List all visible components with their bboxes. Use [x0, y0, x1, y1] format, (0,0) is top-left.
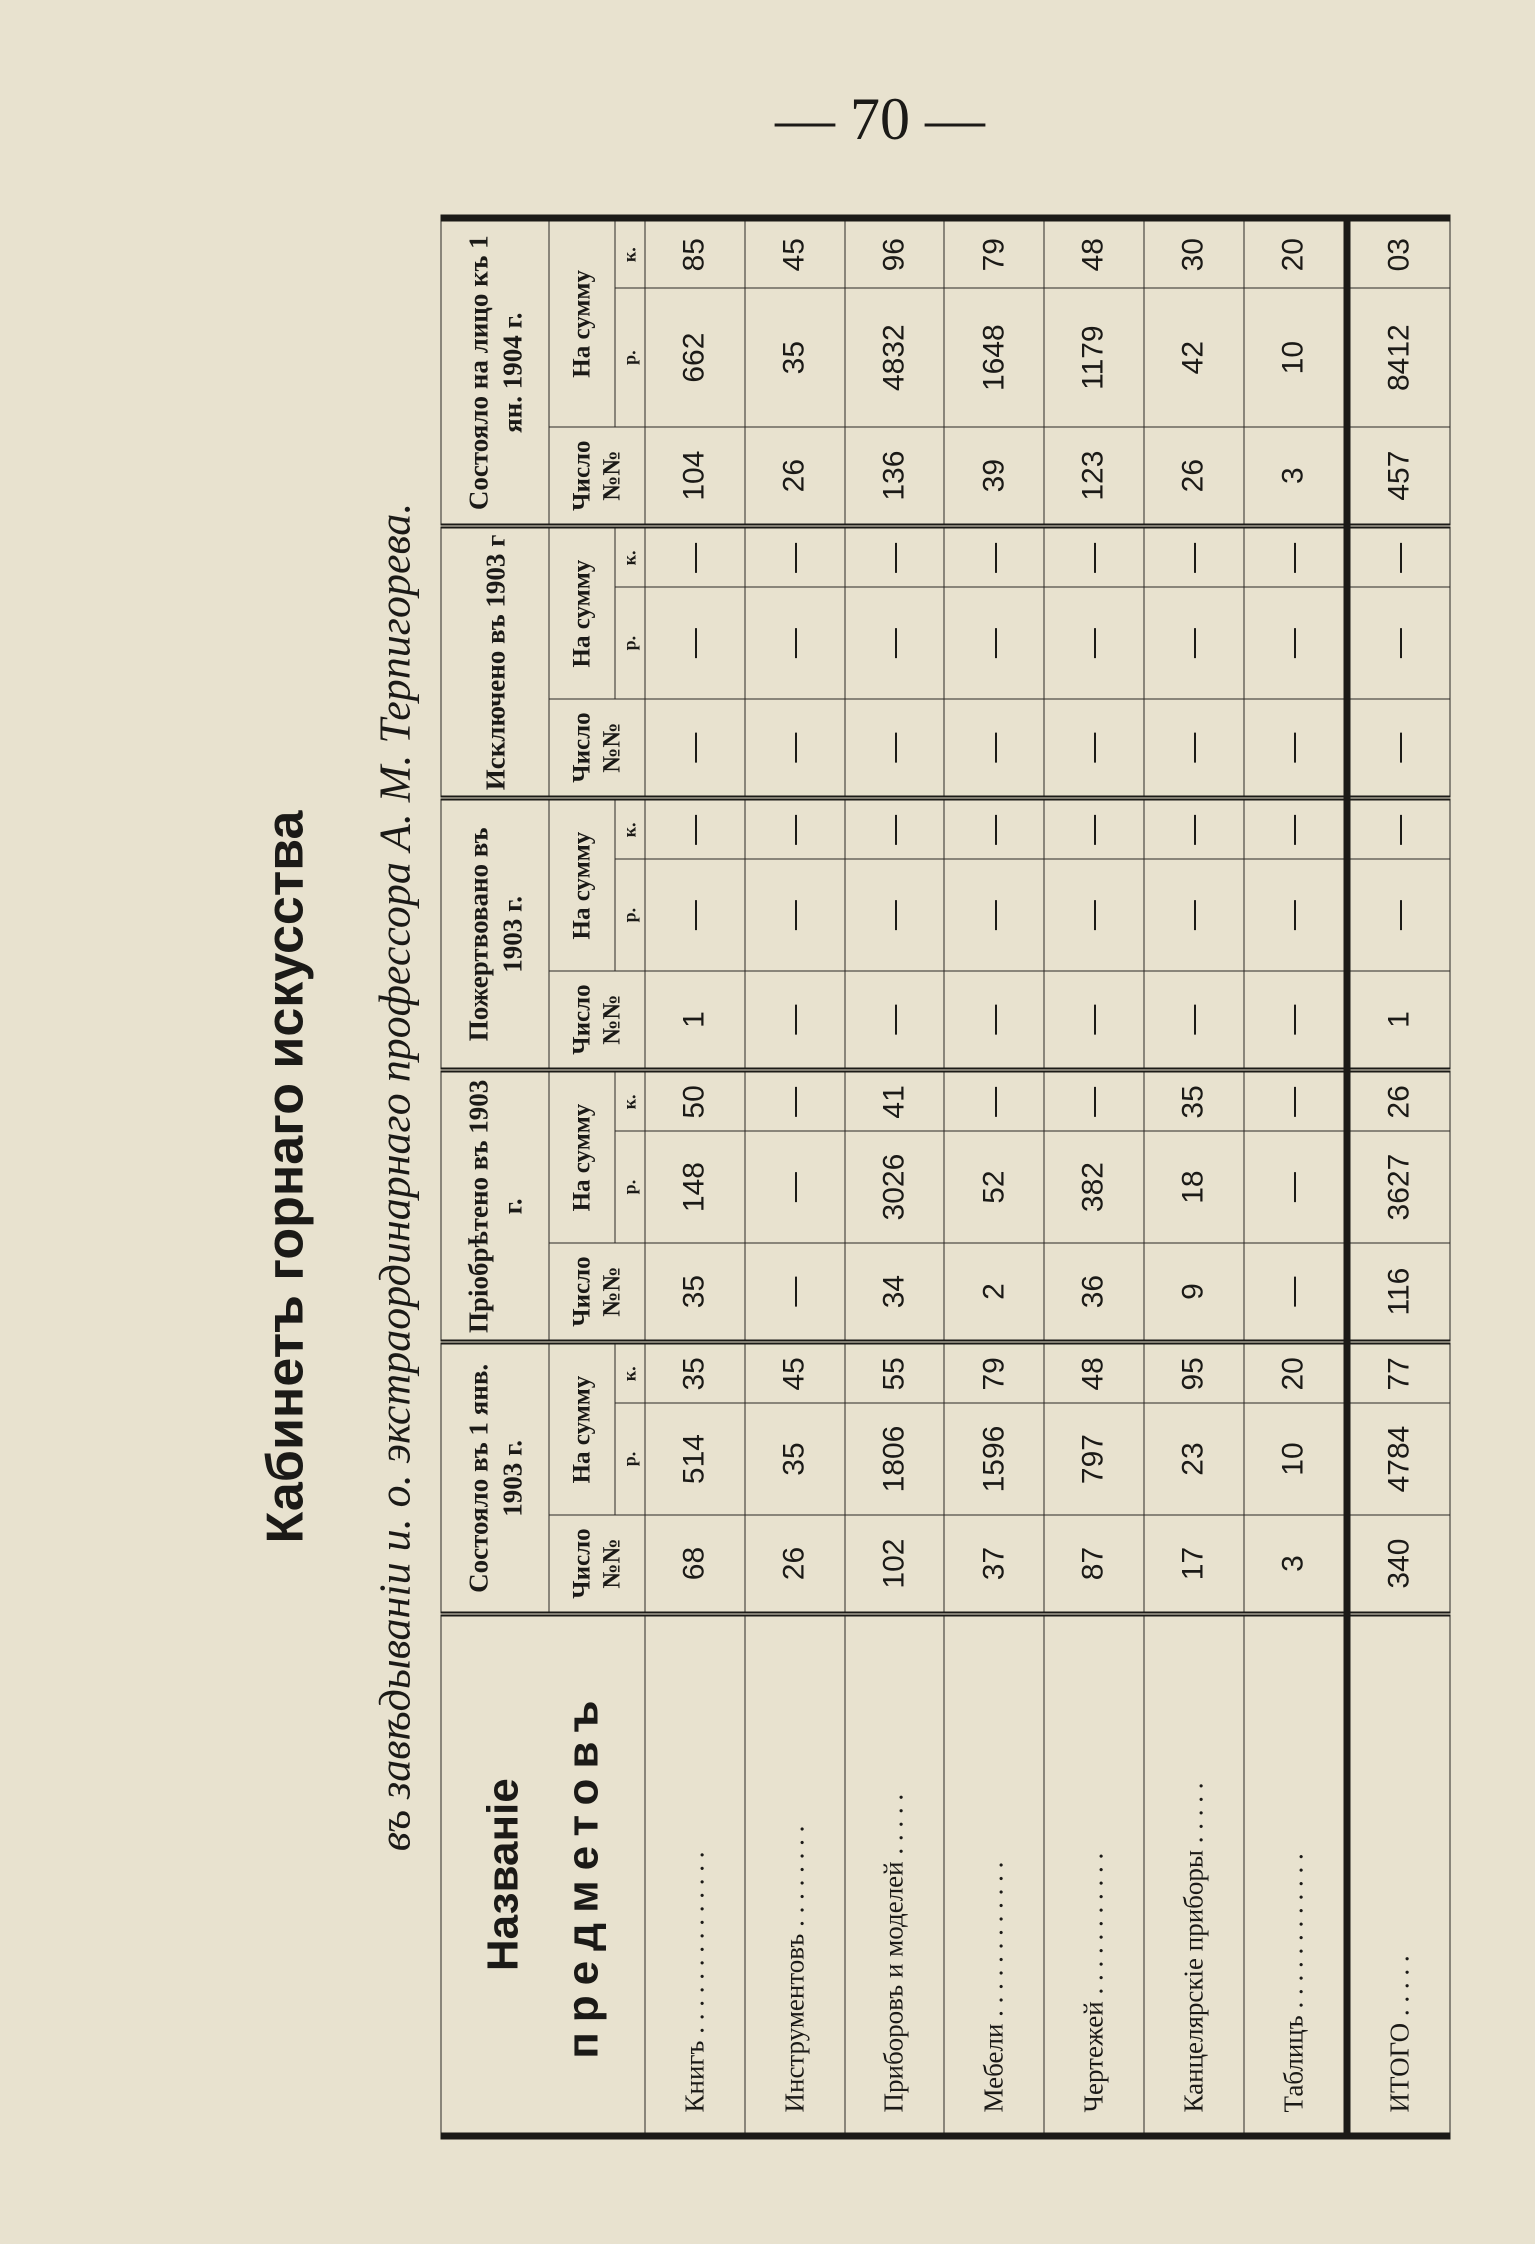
table-cell: 797	[1044, 1403, 1144, 1514]
table-cell: —	[745, 1070, 845, 1131]
table-cell: —	[1347, 798, 1450, 859]
row-name: Таблицъ . . . . . . . . . . . .	[1244, 1614, 1347, 2136]
table-cell: 50	[645, 1070, 745, 1131]
table-cell: —	[1244, 1131, 1347, 1242]
sum-header: На сумму	[549, 218, 615, 427]
table-cell: 68	[645, 1515, 745, 1615]
table-cell: —	[745, 587, 845, 698]
table-cell: 148	[645, 1131, 745, 1242]
table-cell: —	[944, 971, 1044, 1071]
rotated-content	[231, 215, 1451, 2140]
kop-header: к.	[615, 218, 645, 288]
table-cell: —	[1244, 587, 1347, 698]
table-row	[645, 218, 745, 2136]
table-cell: —	[1044, 587, 1144, 698]
name-header	[441, 1614, 645, 2136]
table-cell: —	[645, 587, 745, 698]
table-cell: —	[845, 699, 945, 799]
table-cell: 102	[845, 1515, 945, 1615]
table-cell: 3	[1244, 1515, 1347, 1615]
rub-header: р.	[615, 1131, 645, 1242]
table-cell: 10	[1244, 288, 1347, 426]
table-cell: 9	[1144, 1243, 1244, 1343]
table-cell: 35	[745, 288, 845, 426]
table-cell: 123	[1044, 427, 1144, 527]
table-cell: —	[1347, 587, 1450, 698]
table-cell: 20	[1244, 1342, 1347, 1403]
table-cell: 17	[1144, 1515, 1244, 1615]
table-cell: 26	[1347, 1070, 1450, 1131]
table-cell: —	[1144, 971, 1244, 1071]
table-cell: —	[1144, 699, 1244, 799]
row-name: ИТОГО . . . . .	[1347, 1614, 1450, 2136]
name-header-line1: Названіе	[478, 1778, 527, 1972]
table-cell: 4832	[845, 288, 945, 426]
table-cell: 79	[944, 1342, 1044, 1403]
table-cell: —	[1144, 587, 1244, 698]
count-header: Число №№	[549, 699, 645, 799]
table-cell: 1	[645, 971, 745, 1071]
table-cell: 382	[1044, 1131, 1144, 1242]
sum-header: На сумму	[549, 1342, 615, 1514]
table-cell: —	[745, 1243, 845, 1343]
group-header-excluded-1903: Исключено въ 1903 г	[441, 526, 549, 798]
table-cell: 1648	[944, 288, 1044, 426]
table-cell: 1	[1347, 971, 1450, 1071]
table-cell: 1596	[944, 1403, 1044, 1514]
rub-header: р.	[615, 1403, 645, 1514]
table-cell: 35	[1144, 1070, 1244, 1131]
group-header-start-1903: Состояло въ 1 янв. 1903 г.	[441, 1342, 549, 1614]
table-cell: —	[845, 971, 945, 1071]
rub-header: р.	[615, 859, 645, 970]
table-cell: 26	[745, 1515, 845, 1615]
table-cell: 20	[1244, 218, 1347, 288]
page-title: Кабинетъ горнаго искусства	[256, 810, 315, 1544]
table-cell: 1806	[845, 1403, 945, 1514]
table-cell: —	[1244, 699, 1347, 799]
table-row	[1244, 218, 1347, 2136]
table-cell: 35	[645, 1243, 745, 1343]
table-cell: 96	[845, 218, 945, 288]
table-cell: 136	[845, 427, 945, 527]
table-cell: 42	[1144, 288, 1244, 426]
table-cell: —	[645, 526, 745, 587]
table-cell: —	[845, 798, 945, 859]
table-cell: —	[745, 1131, 845, 1242]
table-row	[1044, 218, 1144, 2136]
table-cell: —	[745, 526, 845, 587]
row-name: Книгъ . . . . . . . . . . . . . .	[645, 1614, 745, 2136]
rub-header: р.	[615, 288, 645, 426]
table-cell: —	[944, 526, 1044, 587]
total-row	[1347, 218, 1450, 2136]
group-header-end-1904: Состояло на лицо къ 1 ян. 1904 г.	[441, 218, 549, 526]
table-cell: 48	[1044, 1342, 1144, 1403]
table-cell: 48	[1044, 218, 1144, 288]
page-number: — 70 —	[775, 86, 985, 152]
table-cell: 23	[1144, 1403, 1244, 1514]
table-cell: 52	[944, 1131, 1044, 1242]
table-cell: 03	[1347, 218, 1450, 288]
table-cell: —	[1144, 526, 1244, 587]
table-row	[944, 218, 1044, 2136]
table-cell: —	[944, 1070, 1044, 1131]
row-name: Инструментовъ . . . . . . . .	[745, 1614, 845, 2136]
table-body	[645, 218, 1450, 2136]
table-cell: —	[745, 798, 845, 859]
table-cell: 77	[1347, 1342, 1450, 1403]
table-cell: 45	[745, 218, 845, 288]
table-cell: 26	[1144, 427, 1244, 527]
table-cell: —	[645, 859, 745, 970]
table-cell: —	[944, 859, 1044, 970]
table-cell: 104	[645, 427, 745, 527]
table-cell: 79	[944, 218, 1044, 288]
table-cell: 514	[645, 1403, 745, 1514]
name-header-line2: предметовъ	[558, 1690, 607, 2059]
inventory-table	[441, 215, 1451, 2140]
table-cell: —	[1244, 526, 1347, 587]
table-cell: 662	[645, 288, 745, 426]
table-cell: 35	[745, 1403, 845, 1514]
table-cell: —	[645, 699, 745, 799]
kop-header: к.	[615, 526, 645, 587]
table-cell: —	[845, 526, 945, 587]
table-cell: 4784	[1347, 1403, 1450, 1514]
count-header: Число №№	[549, 427, 645, 527]
kop-header: к.	[615, 1070, 645, 1131]
count-header: Число №№	[549, 1243, 645, 1343]
table-cell: —	[1244, 859, 1347, 970]
table-cell: —	[1144, 798, 1244, 859]
table-cell: —	[1044, 699, 1144, 799]
table-cell: —	[845, 859, 945, 970]
table-cell: —	[1347, 859, 1450, 970]
row-name: Приборовъ и моделей . . . . .	[845, 1614, 945, 2136]
table-cell: 2	[944, 1243, 1044, 1343]
table-row	[1144, 218, 1244, 2136]
table-cell: 41	[845, 1070, 945, 1131]
table-cell: 1179	[1044, 288, 1144, 426]
table-cell: —	[1244, 798, 1347, 859]
table-cell: 10	[1244, 1403, 1347, 1514]
table-cell: —	[845, 587, 945, 698]
table-cell: —	[1044, 971, 1144, 1071]
table-cell: —	[944, 699, 1044, 799]
table-cell: 34	[845, 1243, 945, 1343]
table-cell: 95	[1144, 1342, 1244, 1403]
kop-header: к.	[615, 798, 645, 859]
table-cell: 18	[1144, 1131, 1244, 1242]
count-header: Число №№	[549, 971, 645, 1071]
table-cell: —	[745, 699, 845, 799]
row-name: Мебели . . . . . . . . . . . .	[944, 1614, 1044, 2136]
table-cell: 8412	[1347, 288, 1450, 426]
table-cell: —	[1244, 971, 1347, 1071]
table-cell: —	[745, 971, 845, 1071]
rub-header: р.	[615, 587, 645, 698]
table-cell: 457	[1347, 427, 1450, 527]
table-cell: —	[944, 798, 1044, 859]
table-cell: —	[1244, 1243, 1347, 1343]
table-cell: 3627	[1347, 1131, 1450, 1242]
row-name: Чертежей . . . . . . . . . . .	[1044, 1614, 1144, 2136]
sum-header: На сумму	[549, 1070, 615, 1242]
table-cell: —	[1347, 526, 1450, 587]
table-cell: —	[944, 587, 1044, 698]
group-header-donated-1903: Пожертвовано въ 1903 г.	[441, 798, 549, 1070]
table-cell: 26	[745, 427, 845, 527]
table-cell: —	[1044, 1070, 1144, 1131]
sum-header: На сумму	[549, 798, 615, 970]
table-cell: 35	[645, 1342, 745, 1403]
sum-header: На сумму	[549, 526, 615, 698]
page-subtitle: въ завѣдываніи и. о. экстраординарнаго профессора А. М. Терпигорева.	[370, 502, 420, 1852]
kop-header: к.	[615, 1342, 645, 1403]
table-cell: —	[1244, 1070, 1347, 1131]
table-cell: 36	[1044, 1243, 1144, 1343]
table-row	[745, 218, 845, 2136]
table-cell: 87	[1044, 1515, 1144, 1615]
table-cell: —	[1044, 859, 1144, 970]
count-header: Число №№	[549, 1515, 645, 1615]
group-header-acquired-1903: Пріобрѣтено въ 1903 г.	[441, 1070, 549, 1342]
table-cell: —	[1044, 798, 1144, 859]
row-name: Канцелярскіе приборы . . . . .	[1144, 1614, 1244, 2136]
table-cell: —	[645, 798, 745, 859]
table-cell: 55	[845, 1342, 945, 1403]
table-cell: 30	[1144, 218, 1244, 288]
table-cell: —	[1044, 526, 1144, 587]
table-cell: 85	[645, 218, 745, 288]
table-cell: —	[1347, 699, 1450, 799]
table-row	[845, 218, 945, 2136]
table-cell: 39	[944, 427, 1044, 527]
table-cell: 340	[1347, 1515, 1450, 1615]
table-cell: 45	[745, 1342, 845, 1403]
table-cell: 116	[1347, 1243, 1450, 1343]
table-cell: 3	[1244, 427, 1347, 527]
table-cell: 37	[944, 1515, 1044, 1615]
table-cell: —	[1144, 859, 1244, 970]
table-cell: —	[745, 859, 845, 970]
table-cell: 3026	[845, 1131, 945, 1242]
